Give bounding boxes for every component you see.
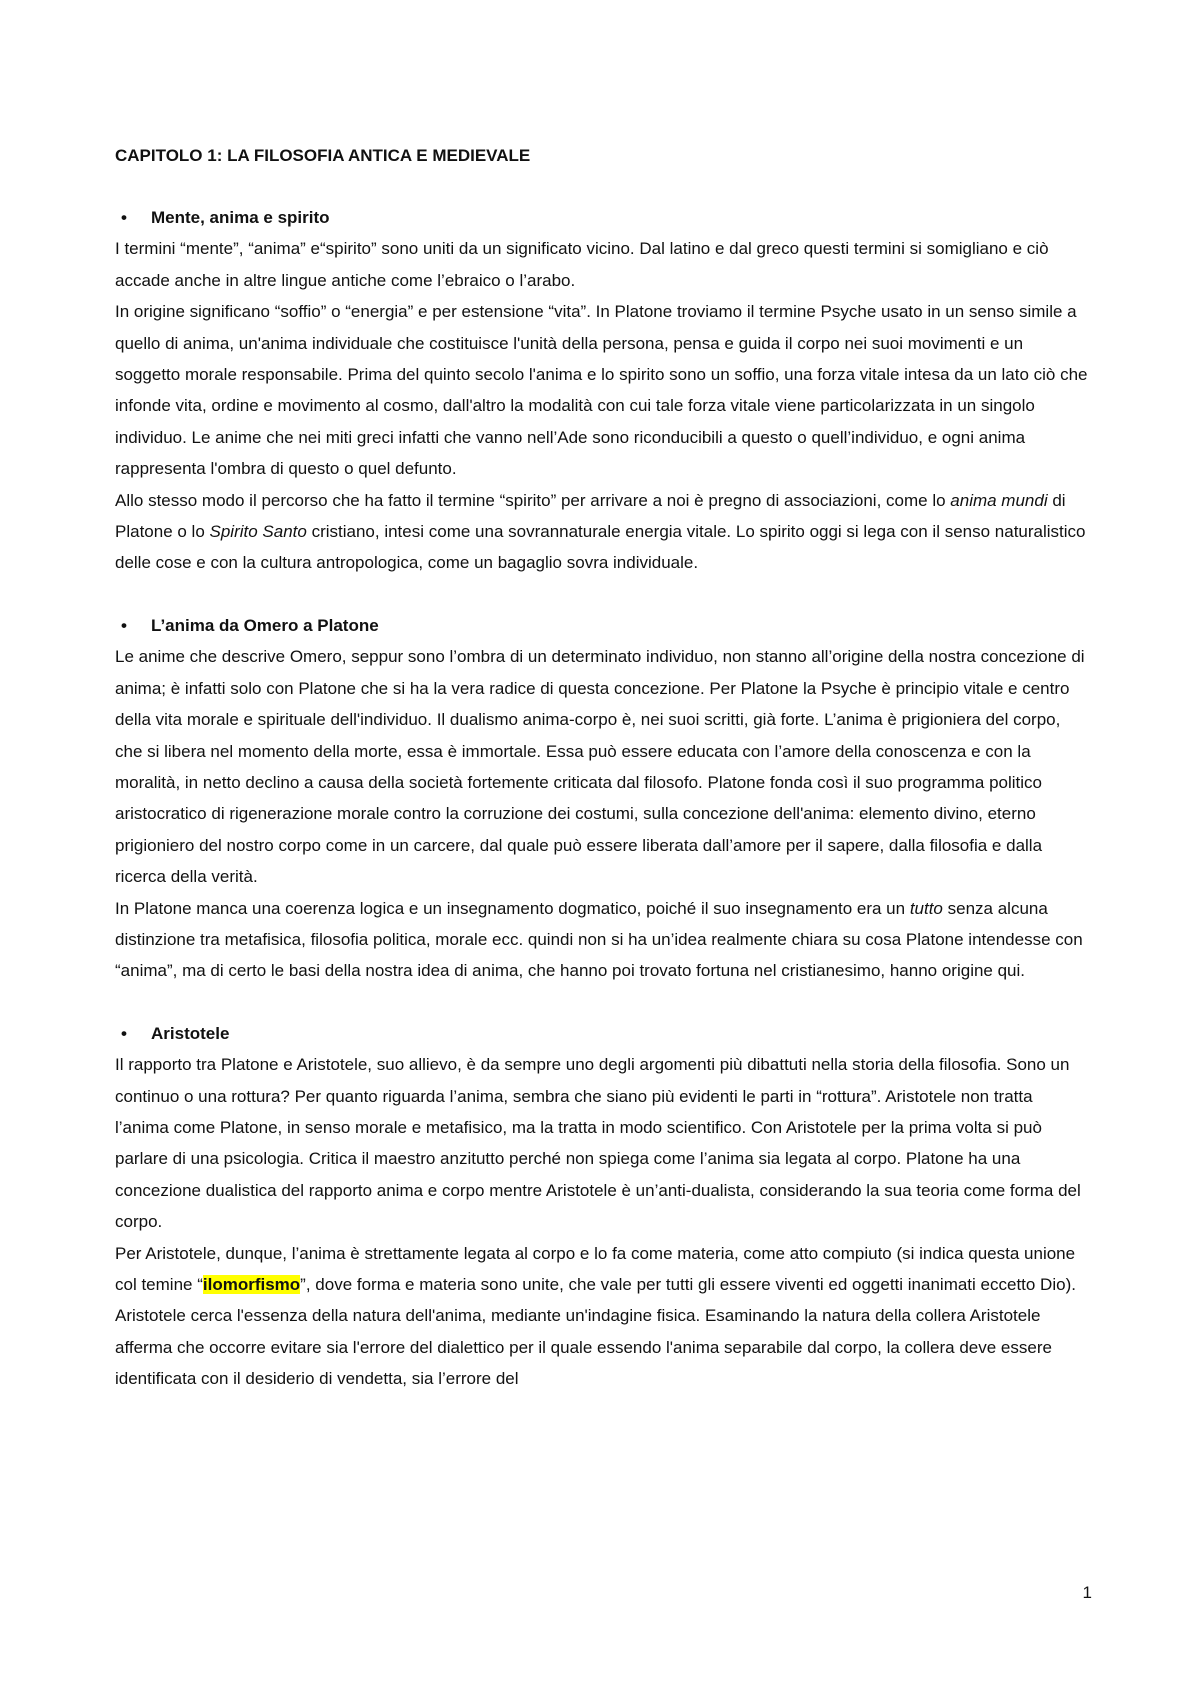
italic-term: Spirito Santo <box>209 522 307 542</box>
text-run: Allo stesso modo il percorso che ha fatto il termine “spirito” per arrivare a noi è pregno di associazioni, come lo <box>115 490 951 510</box>
paragraph <box>115 233 1090 296</box>
section-aristotele <box>115 1018 1090 1395</box>
text-run: In origine significano “soffio” o “energia” e per estensione “vita”. In Platone troviamo il termine Psyche usato in un senso simile a quello di anima, un'anima individuale che costituisce l'unità della persona, pensa e guida il corpo nei suoi movimenti e un soggetto morale responsabile. Prima del quinto secolo l'anima e lo spirito sono un soffio, una forza vitale intesa da un lato ciò che infonde vita, ordine e movimento al cosmo, dall'altro la modalità con cui tale forza vitale viene particolarizzata in un singolo individuo. Le anime che nei miti greci infatti che vanno nell’Ade sono riconducibili a questo o quell’individuo, e ogni anima rappresenta l'ombra di questo o quel defunto. <box>115 302 1088 479</box>
text-run: senza alcuna distinzione tra metafisica, filosofia politica, morale ecc. quindi non si ha un’idea realmente chiara su cosa Platone intendesse con “anima”, ma di certo le basi della nostra idea di anima, che hanno poi trovato fortuna nel cristianesimo, hanno origine qui. <box>115 898 1083 981</box>
paragraph <box>115 296 1090 484</box>
section-heading-text: Mente, anima e spirito <box>151 208 330 227</box>
paragraph <box>115 893 1090 987</box>
text-run: cristiano, intesi come una sovrannaturale energia vitale. Lo spirito oggi si lega con il senso naturalistico delle cose e con la cultura antropologica, come un bagaglio sovra individuale. <box>115 522 1086 573</box>
section-heading <box>115 202 1090 233</box>
paragraph <box>115 1049 1090 1237</box>
text-run: In Platone manca una coerenza logica e un insegnamento dogmatico, poiché il suo insegnamento era un <box>115 898 910 918</box>
bullet-icon: • <box>121 208 127 227</box>
paragraph <box>115 485 1090 579</box>
text-run: Le anime che descrive Omero, seppur sono l’ombra di un determinato individuo, non stanno all’origine della nostra concezione di anima; è infatti solo con Platone che si ha la vera radice di questa concezione. Per Platone la Psyche è principio vitale e centro della vita morale e spirituale dell'individuo. Il dualismo anima-corpo è, nei suoi scritti, già forte. L’anima è prigioniera del corpo, che si libera nel momento della morte, essa è immortale. Essa può essere educata con l’amore della conoscenza e con la moralità, in netto declino a causa della società fortemente criticata dal filosofo. Platone fonda così il suo programma politico aristocratico di rigenerazione morale contro la corruzione dei costumi, sulla concezione dell'anima: elemento divino, eterno prigioniero del nostro corpo come in un carcere, dal quale può essere liberata dall’amore per il sapere, dalla filosofia e dalla ricerca della verità. <box>115 647 1085 887</box>
paragraph <box>115 1300 1090 1394</box>
bullet-icon: • <box>121 1023 127 1043</box>
paragraph <box>115 1238 1090 1301</box>
section-heading <box>115 610 1090 641</box>
highlighted-term: ilomorfismo <box>202 1275 301 1294</box>
section-anima-omero-platone <box>115 610 1090 987</box>
section-heading-text: Aristotele <box>151 1023 230 1043</box>
italic-term: anima mundi <box>950 490 1048 510</box>
section-heading-text: L’anima da Omero a Platone <box>151 615 379 635</box>
text-run: Aristotele cerca l'essenza della natura dell'anima, mediante un'indagine fisica. Esaminando la natura della collera Aristotele afferma che occorre evitare sia l'errore del dialettico per il quale essendo l'anima separabile dal corpo, la collera deve essere identificata con il desiderio di vendetta, sia l’errore del <box>115 1306 1052 1389</box>
text-run: Per Aristotele, dunque, l’anima è strettamente legata al corpo e lo fa come materia, come atto compiuto (si indica questa unione col temine “ <box>115 1243 1076 1294</box>
text-run: ”, dove forma e materia sono unite, che vale per tutti gli essere viventi ed oggetti inanimati eccetto Dio). <box>300 1275 1076 1294</box>
paragraph <box>115 641 1090 892</box>
text-run: di Platone o lo <box>115 490 1066 542</box>
section-mente-anima-spirito <box>115 202 1090 579</box>
chapter-title: CAPITOLO 1: LA FILOSOFIA ANTICA E MEDIEVALE <box>115 146 531 165</box>
page-number: 1 <box>1082 1583 1092 1602</box>
text-run: I termini “mente”, “anima” e“spirito” sono uniti da un significato vicino. Dal latino e dal greco questi termini si somigliano e ciò accade anche in altre lingue antiche come l’ebraico o l’arabo. <box>115 239 1049 290</box>
text-run: Il rapporto tra Platone e Aristotele, suo allievo, è da sempre uno degli argomenti più dibattuti nella storia della filosofia. Sono un continuo o una rottura? Per quanto riguarda l’anima, sembra che siano più evidenti le parti in “rottura”. Aristotele non tratta l’anima come Platone, in senso morale e metafisico, ma la tratta in modo scientifico. Con Aristotele per la prima volta si può parlare di una psicologia. Critica il maestro anzitutto perché non spiega come l’anima sia legata al corpo. Platone ha una concezione dualistica del rapporto anima e corpo mentre Aristotele è un’anti-dualista, considerando la sua teoria come forma del corpo. <box>115 1055 1081 1232</box>
bullet-icon: • <box>121 615 127 635</box>
document-page <box>115 140 1090 1426</box>
section-heading <box>115 1018 1090 1049</box>
italic-term: tutto <box>909 898 943 918</box>
